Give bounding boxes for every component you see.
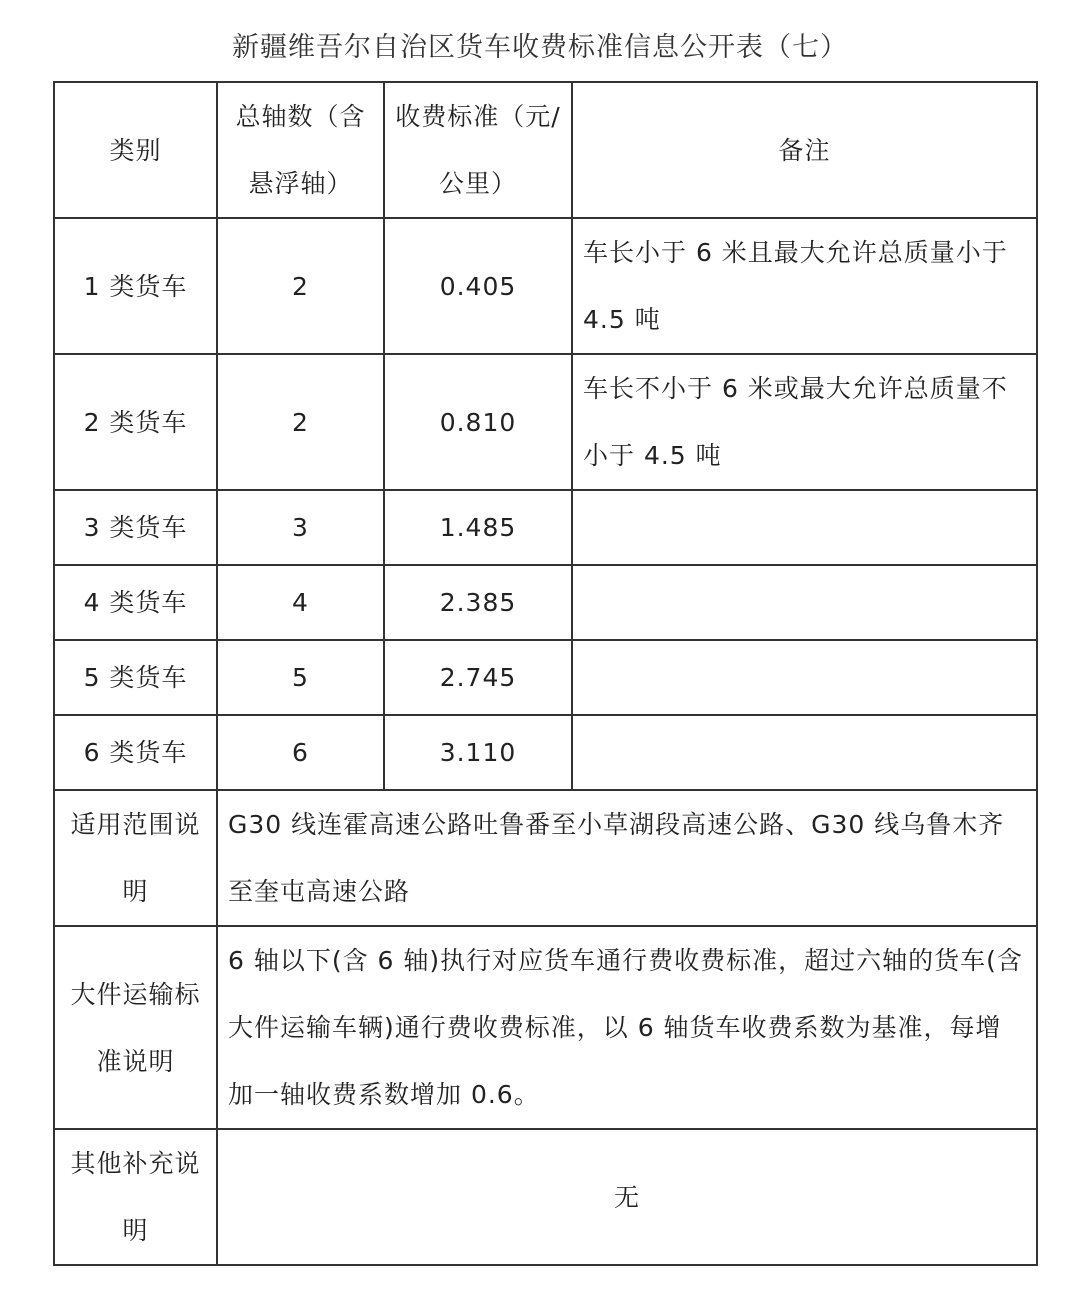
row-remark <box>572 715 1037 790</box>
oversize-label: 大件运输标准说明 <box>54 926 217 1129</box>
row-rate: 0.405 <box>384 218 572 354</box>
row-axles: 3 <box>217 490 384 565</box>
row-rate: 3.110 <box>384 715 572 790</box>
header-remarks: 备注 <box>572 82 1037 218</box>
row-rate: 0.810 <box>384 354 572 490</box>
other-label: 其他补充说明 <box>54 1129 217 1265</box>
table-header-row <box>54 82 1037 218</box>
row-category: 5 类货车 <box>54 640 217 715</box>
row-axles: 2 <box>217 354 384 490</box>
table-row <box>54 354 1037 490</box>
row-axles: 6 <box>217 715 384 790</box>
table-row <box>54 640 1037 715</box>
table-row <box>54 715 1037 790</box>
row-axles: 4 <box>217 565 384 640</box>
row-remark <box>572 490 1037 565</box>
header-axles: 总轴数（含悬浮轴） <box>217 82 384 218</box>
row-rate: 1.485 <box>384 490 572 565</box>
row-remark: 车长小于 6 米且最大允许总质量小于 4.5 吨 <box>572 218 1037 354</box>
oversize-row <box>54 926 1037 1129</box>
header-rate: 收费标准（元/公里） <box>384 82 572 218</box>
scope-label: 适用范围说明 <box>54 790 217 926</box>
row-axles: 2 <box>217 218 384 354</box>
table-row <box>54 565 1037 640</box>
row-category: 4 类货车 <box>54 565 217 640</box>
row-category: 1 类货车 <box>54 218 217 354</box>
row-remark <box>572 640 1037 715</box>
page-title: 新疆维吾尔自治区货车收费标准信息公开表（七） <box>232 32 848 63</box>
row-remark: 车长不小于 6 米或最大允许总质量不小于 4.5 吨 <box>572 354 1037 490</box>
table-row <box>54 490 1037 565</box>
row-category: 3 类货车 <box>54 490 217 565</box>
scope-text: G30 线连霍高速公路吐鲁番至小草湖段高速公路、G30 线乌鲁木齐至奎屯高速公路 <box>217 790 1037 926</box>
row-remark <box>572 565 1037 640</box>
row-rate: 2.745 <box>384 640 572 715</box>
other-row <box>54 1129 1037 1265</box>
scope-row <box>54 790 1037 926</box>
oversize-text: 6 轴以下(含 6 轴)执行对应货车通行费收费标准，超过六轴的货车(含大件运输车辆)通行费收费标准，以 6 轴货车收费系数为基准，每增加一轴收费系数增加 0.6。 <box>217 926 1037 1129</box>
row-rate: 2.385 <box>384 565 572 640</box>
row-category: 2 类货车 <box>54 354 217 490</box>
fee-table <box>53 81 1038 1266</box>
header-category: 类别 <box>54 82 217 218</box>
table-row <box>54 218 1037 354</box>
row-axles: 5 <box>217 640 384 715</box>
row-category: 6 类货车 <box>54 715 217 790</box>
other-text: 无 <box>217 1129 1037 1265</box>
